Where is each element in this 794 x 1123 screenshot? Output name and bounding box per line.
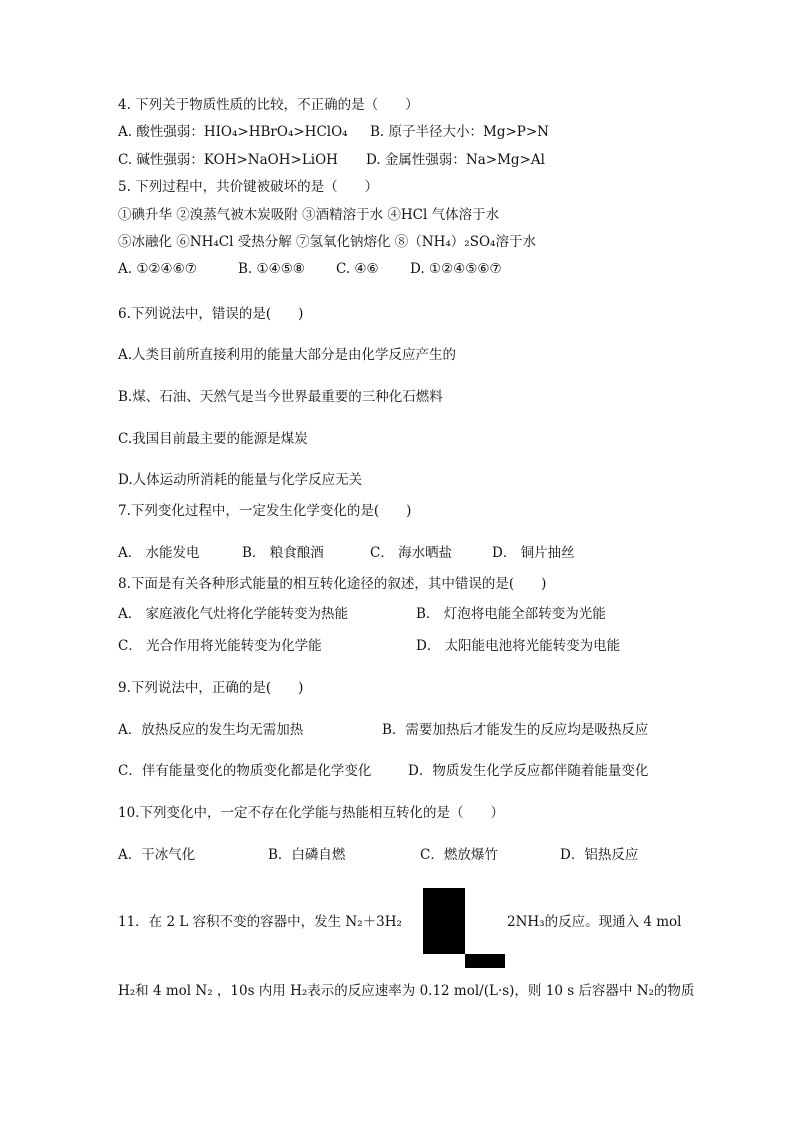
q6-option-d: D.人体运动所消耗的能量与化学反应无关 <box>118 472 363 488</box>
q9-option-a: A．放热反应的发生均无需加热 <box>118 722 304 738</box>
q9-option-c: C．伴有能量变化的物质变化都是化学变化 <box>118 763 372 779</box>
q8-option-d: D． 太阳能电池将光能转变为电能 <box>416 638 621 654</box>
q4-option-b: B. 原子半径大小：Mg>P>N <box>370 124 549 140</box>
q9-stem: 9.下列说法中，正确的是( ) <box>118 680 304 696</box>
redaction-block <box>423 888 465 954</box>
q11-stem-right: 2NH₃的反应。现通入 4 mol <box>507 914 682 930</box>
q5-stem: 5. 下列过程中，共价键被破坏的是（ ） <box>118 179 379 195</box>
q4-option-a: A. 酸性强弱：HIO₄>HBrO₄>HClO₄ <box>118 124 348 140</box>
q8-option-b: B． 灯泡将电能全部转变为光能 <box>416 606 606 622</box>
q6-option-b: B.煤、石油、天然气是当今世界最重要的三种化石燃料 <box>118 389 443 405</box>
q10-stem: 10.下列变化中，一定不存在化学能与热能相互转化的是（ ） <box>118 805 504 821</box>
q5-option-d: D. ①②④⑤⑥⑦ <box>410 261 502 277</box>
q11-stem-left: 11．在 2 L 容积不变的容器中，发生 N₂＋3H₂ <box>118 914 402 930</box>
q7-stem: 7.下列变化过程中，一定发生化学变化的是( ) <box>118 503 412 519</box>
q5-items-row1: ①碘升华 ②溴蒸气被木炭吸附 ③酒精溶于水 ④HCl 气体溶于水 <box>118 207 500 223</box>
q6-option-c: C.我国目前最主要的能源是煤炭 <box>118 431 308 447</box>
q4-stem: 4. 下列关于物质性质的比较，不正确的是（ ） <box>118 97 419 113</box>
q6-option-a: A.人类目前所直接利用的能量大部分是由化学反应产生的 <box>118 347 457 363</box>
q8-option-c: C． 光合作用将光能转变为化学能 <box>118 638 322 654</box>
q5-option-b: B. ①④⑤⑧ <box>238 261 305 277</box>
q6-stem: 6.下列说法中，错误的是( ) <box>118 306 304 322</box>
q8-option-a: A． 家庭液化气灶将化学能转变为热能 <box>118 606 349 622</box>
q10-option-a: A．干冰气化 <box>118 847 196 863</box>
redaction-block-tail <box>465 954 505 968</box>
q7-option-c: C． 海水晒盐 <box>370 545 453 561</box>
q5-items-row2: ⑤冰融化 ⑥NH₄Cl 受热分解 ⑦氢氧化钠熔化 ⑧（NH₄）₂SO₄溶于水 <box>118 234 536 250</box>
q4-option-c: C. 碱性强弱：KOH>NaOH>LiOH <box>118 152 338 168</box>
q7-option-b: B． 粮食酿酒 <box>242 545 324 561</box>
q5-option-c: C. ④⑥ <box>336 261 379 277</box>
q4-option-d: D. 金属性强弱：Na>Mg>Al <box>366 152 545 168</box>
q10-option-b: B．白磷自燃 <box>268 847 346 863</box>
q10-option-d: D．铝热反应 <box>560 847 639 863</box>
q7-option-a: A． 水能发电 <box>118 545 200 561</box>
q9-option-d: D．物质发生化学反应都伴随着能量变化 <box>408 763 649 779</box>
q10-option-c: C．燃放爆竹 <box>420 847 498 863</box>
q5-option-a: A. ①②④⑥⑦ <box>118 261 197 277</box>
q9-option-b: B．需要加热后才能发生的反应均是吸热反应 <box>382 722 649 738</box>
q7-option-d: D． 铜片抽丝 <box>492 545 575 561</box>
q8-stem: 8.下面是有关各种形式能量的相互转化途径的叙述，其中错误的是( ) <box>118 576 547 592</box>
q11-line2: H₂和 4 mol N₂ ，10s 内用 H₂表示的反应速率为 0.12 mol/(L·s)，则 10 s 后容器中 N₂的物质 <box>118 983 695 999</box>
